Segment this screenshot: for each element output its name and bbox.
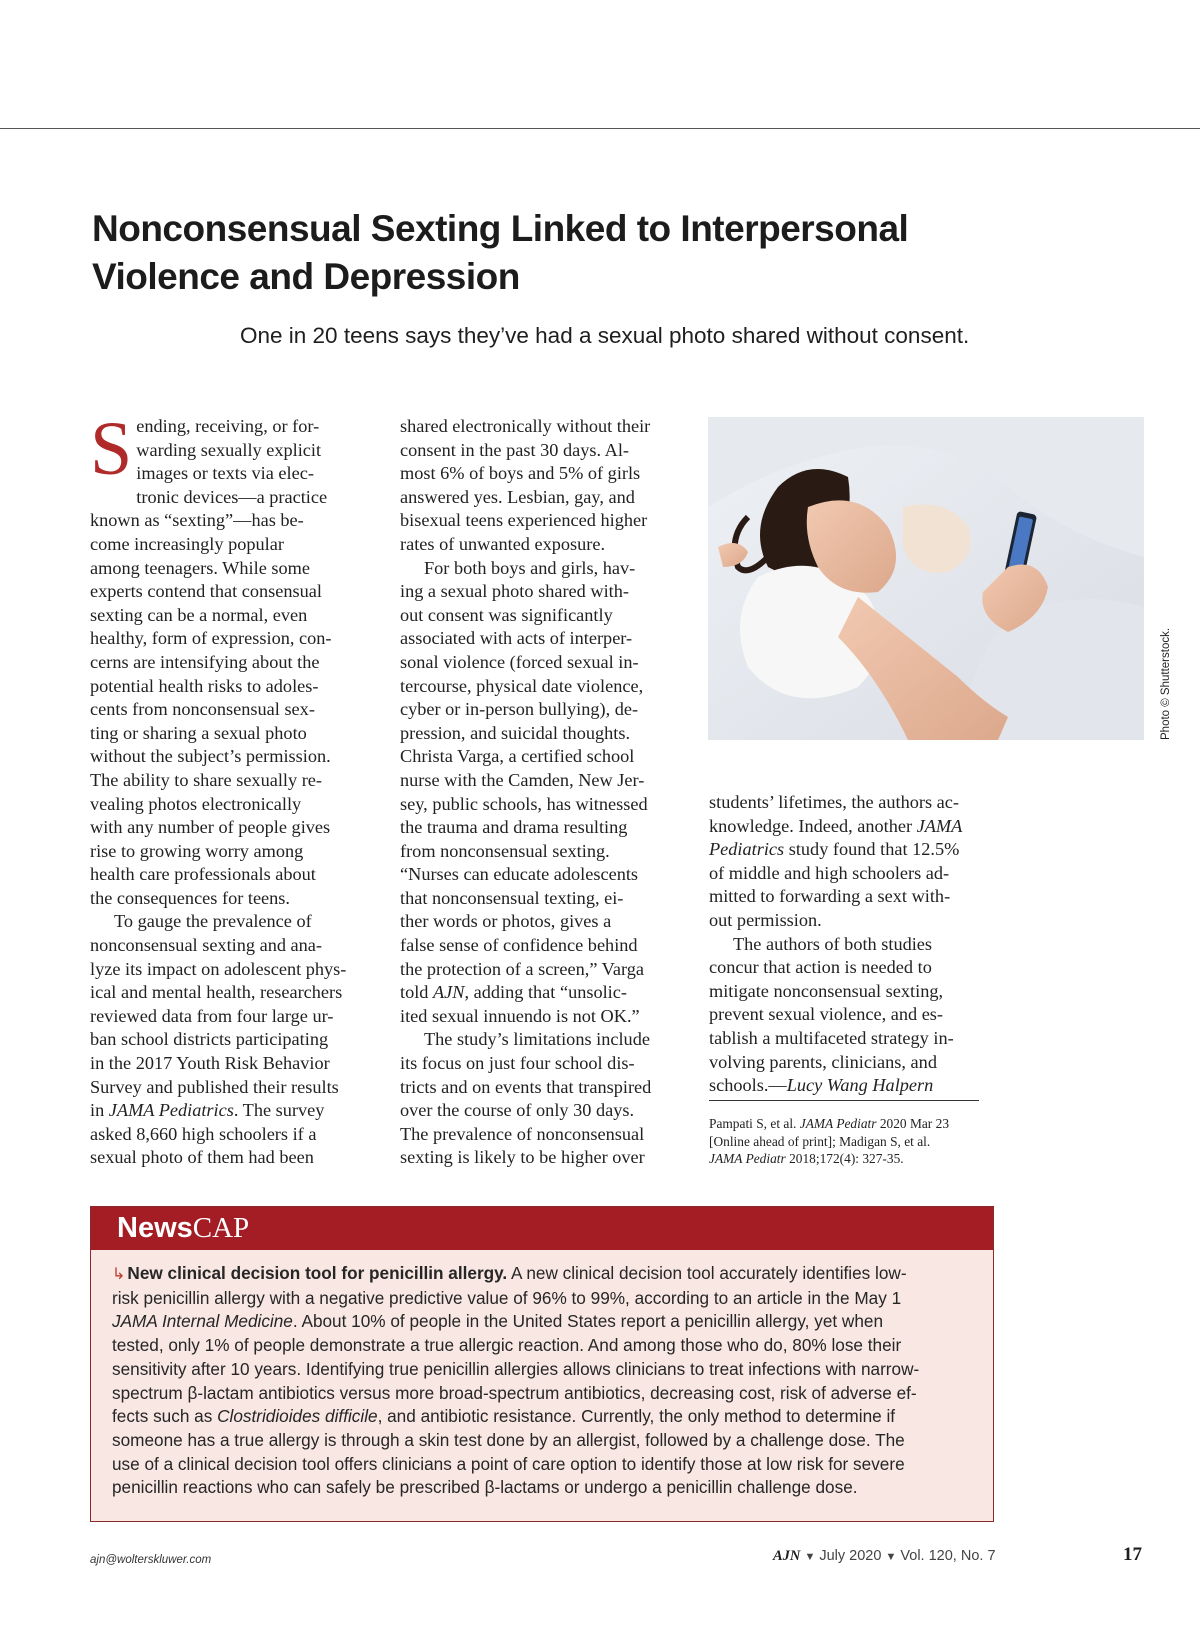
col1-line: The ability to share sexually re- — [90, 769, 322, 790]
col1-line: warding sexually explicit — [136, 439, 322, 460]
arrow-icon: ↳ — [112, 1266, 126, 1283]
col1-line: experts contend that consensual — [90, 581, 322, 602]
col3-line: of middle and high schoolers ad- — [709, 862, 950, 883]
col1-line: among teenagers. While some — [90, 557, 310, 578]
col1-line: Survey and published their results — [90, 1076, 339, 1097]
col1-line: ban school districts participating — [90, 1029, 329, 1050]
col2-line: its focus on just four school dis- — [400, 1053, 635, 1074]
col2-line: consent in the past 30 days. Al- — [400, 439, 629, 460]
col2-line: ited sexual innuendo is not OK.” — [400, 1005, 640, 1026]
col3-line: mitted to forwarding a sext with- — [709, 886, 951, 907]
col2-line: rates of unwanted exposure. — [400, 533, 606, 554]
article-title-line-2: Violence and Depression — [92, 256, 520, 297]
col1-line: without the subject’s permission. — [90, 746, 331, 767]
col1-line: images or texts via elec- — [136, 463, 314, 484]
col1-line: asked 8,660 high schoolers if a — [90, 1123, 317, 1144]
newscap-line: penicillin reactions who can safely be prescribed β-lactams or undergo a penicillin challenge dose. — [112, 1477, 858, 1498]
col2-line: For both boys and girls, hav- — [424, 557, 636, 578]
col3-line: The authors of both studies — [733, 933, 933, 954]
col2-line: the trauma and drama resulting — [400, 817, 628, 838]
col2-line: sexting is likely to be higher over — [400, 1147, 645, 1168]
col2-line: answered yes. Lesbian, gay, and — [400, 486, 635, 507]
newscap-body — [91, 1250, 993, 1500]
col2-line: the protection of a screen,” Varga — [400, 958, 644, 979]
article-column-3 — [709, 791, 999, 1098]
col2-line: The prevalence of nonconsensual — [400, 1123, 645, 1144]
references-rule — [709, 1100, 979, 1101]
newscap-first-line-text: A new clinical decision tool accurately identifies low- — [507, 1263, 907, 1283]
col2-line: Christa Varga, a certified school — [400, 746, 635, 767]
col1-line: ting or sharing a sexual photo — [90, 722, 307, 743]
col2-line: told AJN, adding that “unsolic- — [400, 982, 627, 1003]
journal-name: AJN — [773, 1548, 801, 1564]
references — [709, 1115, 1009, 1168]
col3-line: concur that action is needed to — [709, 957, 932, 978]
col3-line: Pediatrics study found that 12.5% — [709, 839, 960, 860]
refs-line: Pampati S, et al. JAMA Pediatr 2020 Mar 23 — [709, 1116, 950, 1131]
col1-line: cents from nonconsensual sex- — [90, 699, 315, 720]
col3-line: schools.—Lucy Wang Halpern — [709, 1075, 934, 1096]
col1-line: tronic devices—a practice — [136, 486, 328, 507]
col2-line: sey, public schools, has witnessed — [400, 793, 648, 814]
refs-line: [Online ahead of print]; Madigan S, et al. — [709, 1133, 931, 1149]
col2-line: nurse with the Camden, New Jer- — [400, 769, 645, 790]
col3-line: students’ lifetimes, the authors ac- — [709, 792, 959, 812]
newscap-label-cap: CAP — [192, 1212, 250, 1244]
col1-line: the consequences for teens. — [90, 887, 290, 908]
col2-line: The study’s limitations include — [424, 1029, 650, 1050]
col2-line: out consent was significantly — [400, 604, 613, 625]
col1-line: potential health risks to adoles- — [90, 675, 319, 696]
col1-line: rise to growing worry among — [90, 840, 304, 861]
col2-line: over the course of only 30 days. — [400, 1100, 635, 1121]
col1-line: in JAMA Pediatrics. The survey — [90, 1100, 325, 1121]
col1-line: reviewed data from four large ur- — [90, 1005, 334, 1026]
newscap-line: risk penicillin allergy with a negative predictive value of 96% to 99%, according to an article in the May 1 — [112, 1287, 902, 1308]
article-deck: One in 20 teens says they’ve had a sexual photo shared without consent. — [240, 323, 970, 348]
col1-line: with any number of people gives — [90, 817, 331, 838]
footer-email: ajn@wolterskluwer.com — [90, 1554, 212, 1566]
col1-line: ical and mental health, researchers — [90, 982, 343, 1003]
col2-line: cyber or in-person bullying), de- — [400, 699, 639, 720]
col3-line: tablish a multifaceted strategy in- — [709, 1027, 954, 1048]
col2-line: associated with acts of interper- — [400, 628, 633, 649]
newscap-line: spectrum β-lactam antibiotics versus more broad-spectrum antibiotics, decreasing cost, risk of adverse ef- — [112, 1382, 917, 1403]
page-number: 17 — [1123, 1544, 1142, 1565]
newscap-line: JAMA Internal Medicine. About 10% of people in the United States report a penicillin allergy, yet when — [112, 1311, 884, 1332]
newscap-label-news: News — [117, 1212, 193, 1244]
drop-cap: S — [90, 407, 133, 491]
col2-line: from nonconsensual sexting. — [400, 840, 610, 861]
col1-line: cerns are intensifying about the — [90, 651, 320, 672]
col3-line: prevent sexual violence, and es- — [709, 1004, 944, 1025]
newscap-header — [91, 1207, 993, 1250]
issue-volume: Vol. 120, No. 7 — [900, 1548, 996, 1564]
article-title — [92, 205, 992, 301]
footer-journal-info — [773, 1548, 996, 1565]
newscap-line: fects such as Clostridioides difficile, and antibiotic resistance. Currently, the only method to determine if — [112, 1406, 896, 1427]
col1-line: come increasingly popular — [90, 533, 284, 554]
article-photo — [708, 417, 1144, 740]
issue-date: July 2020 — [819, 1548, 882, 1564]
col2-line: sonal violence (forced sexual in- — [400, 651, 639, 672]
col1-line: lyze its impact on adolescent phys- — [90, 958, 347, 979]
col3-line: volving parents, clinicians, and — [709, 1051, 937, 1072]
col2-line: false sense of confidence behind — [400, 935, 638, 956]
col2-line: bisexual teens experienced higher — [400, 510, 648, 531]
col2-line: ther words or photos, gives a — [400, 911, 612, 932]
col2-line: “Nurses can educate adolescents — [400, 864, 639, 885]
col1-line: To gauge the prevalence of — [114, 911, 312, 932]
article-title-line-1: Nonconsensual Sexting Linked to Interpersonal — [92, 208, 909, 249]
col1-line: sexual photo of them had been — [90, 1147, 314, 1168]
refs-line: JAMA Pediatr 2018;172(4): 327-35. — [709, 1151, 904, 1166]
col3-line: mitigate nonconsensual sexting, — [709, 980, 944, 1001]
col2-line: that nonconsensual texting, ei- — [400, 887, 624, 908]
photo-credit: Photo © Shutterstock. — [1160, 627, 1172, 740]
newscap-line: use of a clinical decision tool offers clinicians a point of care option to identify those at low risk for severe — [112, 1453, 905, 1474]
newscap-headline: New clinical decision tool for penicillin allergy. — [127, 1263, 508, 1283]
col2-line: most 6% of boys and 5% of girls — [400, 463, 641, 484]
col2-line: ing a sexual photo shared with- — [400, 581, 629, 602]
col1-line: in the 2017 Youth Risk Behavior — [90, 1053, 330, 1074]
header-rule — [0, 128, 1200, 129]
col1-line: ending, receiving, or for- — [136, 416, 320, 436]
col2-line: pression, and suicidal thoughts. — [400, 722, 631, 743]
col1-line: nonconsensual sexting and ana- — [90, 935, 323, 956]
article-column-2 — [400, 415, 690, 1170]
col2-line: tercourse, physical date violence, — [400, 675, 644, 696]
col1-line: healthy, form of expression, con- — [90, 628, 332, 649]
article-column-1 — [90, 407, 370, 1170]
col3-line: out permission. — [709, 909, 822, 930]
col1-line: health care professionals about — [90, 864, 316, 885]
newscap-line: sensitivity after 10 years. Identifying true penicillin allergies allows clinicians to treat infections with narrow- — [112, 1358, 920, 1379]
newscap-box — [90, 1206, 994, 1522]
newscap-line: tested, only 1% of people demonstrate a true allergic reaction. And among those who do, 80% lose their — [112, 1335, 902, 1356]
col1-line: vealing photos electronically — [90, 793, 302, 814]
col3-line: knowledge. Indeed, another JAMA — [709, 815, 963, 836]
newscap-line: someone has a true allergy is through a skin test done by an allergist, followed by a challenge dose. The — [112, 1429, 905, 1450]
col2-line: shared electronically without their — [400, 416, 651, 436]
col1-line: known as “sexting”—has be- — [90, 510, 304, 531]
col2-line: tricts and on events that transpired — [400, 1076, 652, 1097]
separator-icon: ▼ — [804, 1551, 816, 1563]
teen-in-bed-photo — [708, 417, 1144, 740]
separator-icon: ▼ — [885, 1551, 897, 1563]
col1-line: sexting can be a normal, even — [90, 604, 308, 625]
newscap-first-line — [112, 1262, 993, 1287]
